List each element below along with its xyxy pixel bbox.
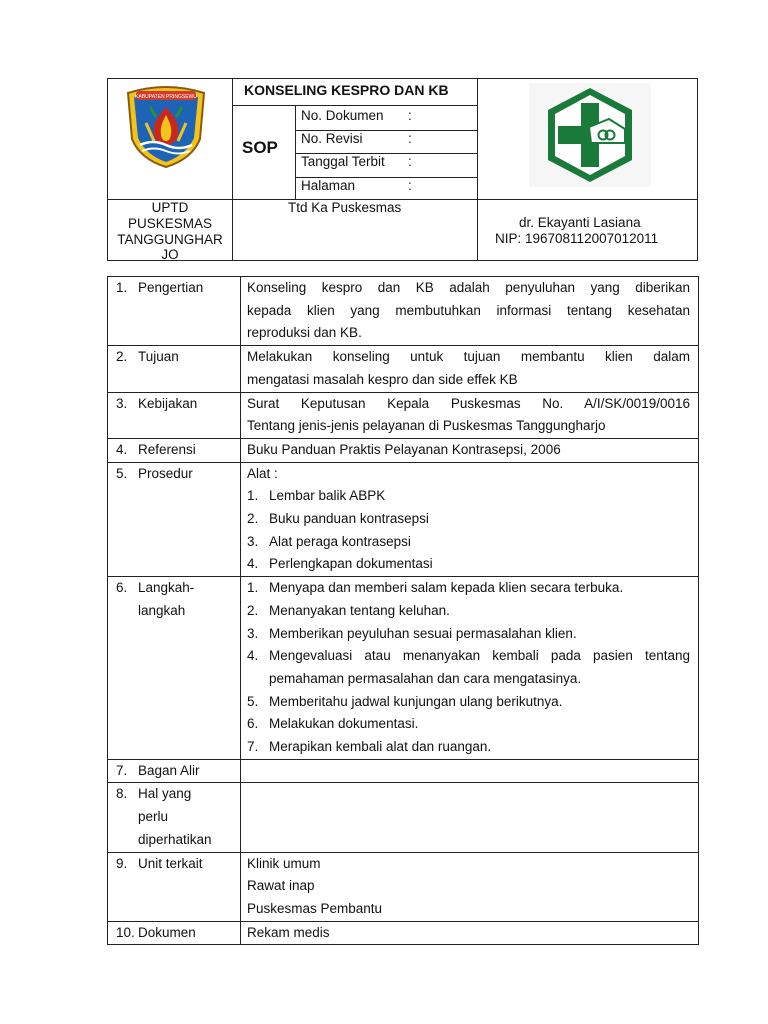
row-label: Hal yang: [138, 786, 192, 802]
field-no-revisi-sep: :: [408, 131, 412, 146]
row-number: 4.: [116, 441, 128, 457]
field-halaman-label: Halaman: [301, 178, 356, 193]
content-line: Puskesmas Pembantu: [247, 900, 383, 916]
regency-emblem-logo: [122, 83, 210, 169]
row-label: Referensi: [138, 441, 196, 457]
field-halaman-sep: :: [408, 178, 412, 193]
field-no-revisi-label: No. Revisi: [301, 131, 363, 146]
row-label: Dokumen: [138, 924, 196, 940]
content-line: mengatasi masalah kespro dan side effek KB: [247, 371, 518, 387]
list-item: 5. Memberitahu jadwal kunjungan ulang berikutnya.: [247, 693, 563, 709]
table-row: [108, 462, 699, 577]
row-number: 10.: [116, 924, 135, 940]
sop-label: SOP: [242, 138, 278, 157]
signature-label: Ttd Ka Puskesmas: [288, 200, 402, 215]
field-no-dokumen-sep: :: [408, 108, 412, 123]
row-number: 9.: [116, 855, 128, 871]
table-row: [108, 392, 699, 438]
sop-header: [107, 78, 698, 261]
field-tanggal-terbit-label: Tanggal Terbit: [301, 154, 385, 169]
content-line: Rawat inap: [247, 878, 315, 894]
row-number: 3.: [116, 395, 128, 411]
list-item: 1. Lembar balik ABPK: [247, 488, 386, 504]
row-label: Langkah-: [138, 580, 195, 596]
content-line: Melakukan konseling untuk tujuan membantu klien dalam: [247, 349, 690, 365]
row-label: langkah: [138, 602, 186, 618]
signer-nip: NIP: 196708112007012011: [495, 231, 659, 246]
list-item: 2. Buku panduan kontrasepsi: [247, 511, 429, 527]
document-title: KONSELING KESPRO DAN KB: [244, 82, 449, 98]
content-line: Konseling kespro dan KB adalah penyuluhan yang diberikan: [247, 280, 690, 295]
list-item: 4. Mengevaluasi atau menanyakan kembali pada pasien tentang pemahaman permasalahan dan cara mengatasinya.: [247, 648, 690, 686]
row-label: Prosedur: [138, 465, 193, 481]
sop-content-table: [107, 276, 699, 945]
row-number: 1.: [116, 280, 128, 295]
content-line: Rekam medis: [247, 924, 330, 940]
content-line: Alat :: [247, 465, 278, 481]
content-line: Buku Panduan Praktis Pelayanan Kontrasepsi, 2006: [247, 441, 561, 457]
unit-line-1: UPTD: [151, 200, 189, 215]
row-number: 8.: [116, 786, 128, 802]
field-tanggal-terbit-sep: :: [408, 154, 412, 169]
list-item: 3. Memberikan peyuluhan sesuai permasalahan klien.: [247, 625, 577, 641]
row-number: 6.: [116, 580, 128, 596]
row-number: 7.: [116, 762, 128, 778]
table-row: [108, 438, 699, 462]
content-line: Tentang jenis-jenis pelayanan di Puskesmas Tanggungharjo: [247, 418, 606, 434]
list-item: 6. Melakukan dokumentasi.: [247, 716, 419, 732]
row-label: Tujuan: [138, 349, 179, 365]
unit-line-4: JO: [161, 247, 179, 262]
list-item: 3. Alat peraga kontrasepsi: [247, 533, 411, 549]
row-label: Bagan Alir: [138, 762, 200, 778]
row-label: diperhatikan: [138, 831, 212, 847]
row-label: perlu: [138, 809, 169, 825]
content-line: Klinik umum: [247, 855, 321, 871]
row-label: Pengertian: [138, 280, 204, 295]
content-line: Surat Keputusan Kepala Puskesmas No. A/I/SK/0019/0016: [247, 395, 690, 411]
table-row: [108, 852, 699, 921]
unit-line-2: PUSKESMAS: [127, 216, 213, 231]
content-line: reproduksi dan KB.: [247, 325, 362, 341]
table-row: [108, 577, 699, 760]
emblem-banner: KABUPATEN PRINGSEWU: [135, 94, 197, 100]
table-row: [108, 277, 699, 346]
list-item: 4. Perlengkapan dokumentasi: [247, 556, 433, 572]
signer-name: dr. Ekayanti Lasiana: [519, 215, 641, 230]
row-number: 2.: [116, 349, 128, 365]
list-item: 2. Menanyakan tentang keluhan.: [247, 602, 450, 618]
health-ministry-logo: [529, 83, 651, 187]
row-number: 5.: [116, 465, 128, 481]
table-row: [108, 346, 699, 392]
content-line: kepada klien yang membutuhkan informasi tentang kesehatan: [247, 302, 690, 318]
list-item: 1. Menyapa dan memberi salam kepada klien secara terbuka.: [247, 580, 624, 596]
table-row: [108, 783, 699, 852]
row-label: Kebijakan: [138, 395, 198, 411]
row-label: Unit terkait: [138, 855, 203, 871]
list-item: 7. Merapikan kembali alat dan ruangan.: [247, 739, 492, 755]
field-no-dokumen-label: No. Dokumen: [301, 108, 384, 123]
unit-line-3: TANGGUNGHAR: [117, 232, 223, 247]
table-row: [108, 921, 699, 945]
table-row: [108, 759, 699, 783]
